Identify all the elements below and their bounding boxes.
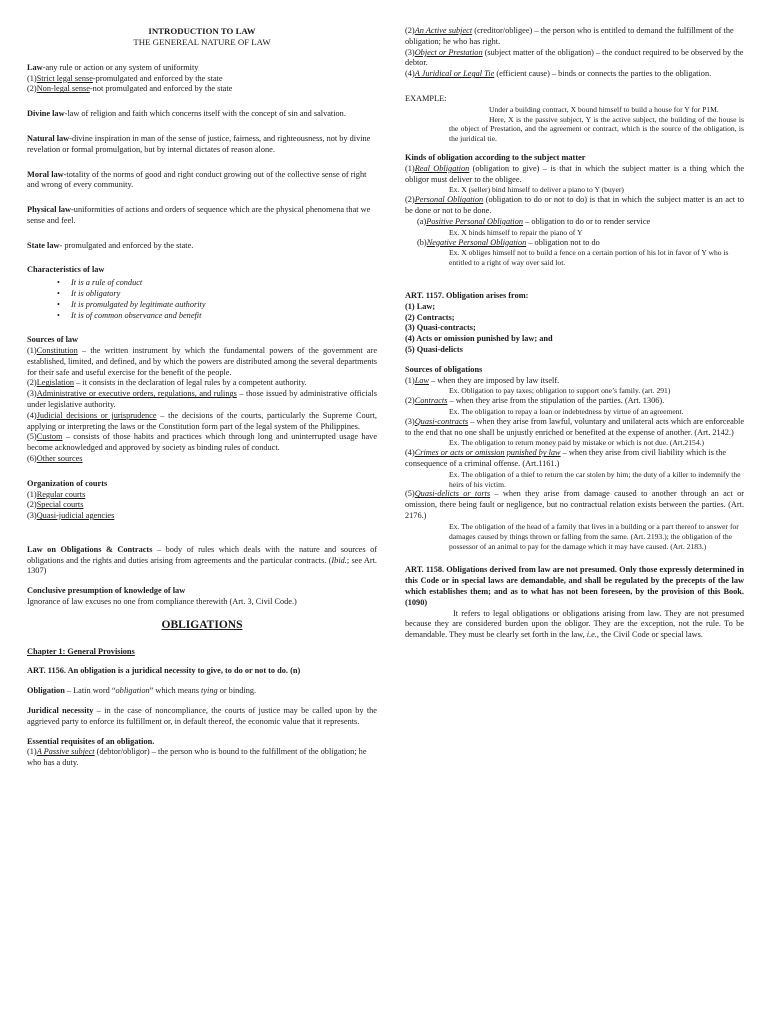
list-item — [405, 376, 744, 387]
law-non-legal-sense — [27, 84, 377, 95]
definition: -promulgated and enforced by the state — [92, 73, 223, 83]
definition: -any rule or action or any system of uniformity — [42, 62, 199, 72]
list-item — [405, 417, 744, 439]
term: Moral law — [27, 169, 64, 179]
text: the Civil Code or special laws. — [599, 630, 703, 640]
list-item: (1) Law; — [405, 301, 436, 311]
definition: – when they arise from damage caused to another through an act or omission, there being fault or negligence, but no contractual relation exists between the parties. (Art. 2176.) — [405, 489, 744, 521]
term: Special courts — [36, 500, 84, 510]
latin-word: obligation — [115, 686, 150, 696]
definition: (subject matter of the obligation) – the conduct required to be observed by the debtor. — [405, 47, 744, 68]
definition: -law of religion and faith which concerns itself with the concept of sin and salvation. — [64, 109, 346, 119]
natural-law — [27, 134, 377, 156]
list-item — [405, 396, 744, 407]
definition: – consists of those habits and practices which through long and uninterrupted usage have become acknowledged and approved by society as binding rules of conduct. — [27, 432, 377, 453]
article-1158-explanation — [405, 609, 744, 641]
obligation-definition — [27, 686, 377, 697]
number: (2) — [27, 378, 37, 388]
requisite-object — [405, 48, 744, 70]
article-1157-title: ART. 1157. Obligation arises from: — [405, 291, 529, 301]
citation: Ibid. — [331, 555, 347, 565]
number: (1) — [27, 489, 37, 499]
list-item: (2) Contracts; — [405, 312, 455, 322]
term: Quasi-contracts — [414, 416, 469, 426]
number: (4) — [27, 410, 37, 420]
term: Other sources — [36, 453, 83, 463]
definition: – it consists in the declaration of legal rules by a competent authority. — [74, 378, 307, 388]
text: ” which means — [149, 686, 202, 696]
number: (1) — [27, 73, 37, 83]
term: Judicial decisions or jurisprudence — [36, 410, 157, 420]
text: or binding. — [217, 686, 257, 696]
term: Strict legal sense — [36, 73, 93, 83]
number: (4) — [405, 448, 415, 458]
definition: (efficient cause) – binds or connects the parties to the obligation. — [494, 69, 712, 79]
obligations-heading: OBLIGATIONS — [161, 618, 243, 631]
term: Obligation — [27, 686, 65, 696]
list-item — [27, 389, 377, 411]
list-item: (4) Acts or omission punished by law; and — [405, 334, 553, 344]
juridical-necessity — [27, 706, 377, 728]
number: (2) — [405, 26, 415, 35]
article-1158: ART. 1158. Obligations derived from law are not presumed. Only those expressly determined in this Code or in special laws are demandable, and shall be regulated by the precepts of the law which establishes them; and as to what has not been foreseen, by the provision of this Book. (1090) — [405, 565, 744, 607]
term: Natural law — [27, 133, 70, 143]
term: Quasi-judicial agencies — [36, 511, 115, 521]
example-text: Ex. The obligation to return money paid by mistake or which is not due. (Art.2154.) — [449, 438, 705, 448]
abbreviation: i.e., — [586, 630, 600, 640]
example-text: Ex. Obligation to pay taxes; obligation to support one’s family. (art. 291) — [449, 386, 671, 396]
definition: – the decisions of the courts, particularly the Supreme Court, applying or interpreting the laws or the Constitution form part of the legal system of the Philippines. — [27, 410, 377, 431]
number: (2) — [27, 500, 37, 510]
divine-law — [27, 109, 377, 120]
number: (a) — [417, 216, 427, 226]
list-item — [27, 346, 377, 378]
definition: – body of rules which deals with the nature and sources of obligations and the rights and duties arising from agreements and the particular contracts. ( — [27, 544, 378, 565]
example-text: Under a building contract, X bound himself to build a house for Y for P1M. — [489, 104, 719, 114]
definition: (debtor/obligor) – the person who is bound to the fulfillment of the obligation; he who has a duty. — [27, 747, 367, 768]
list-item — [27, 490, 377, 501]
real-obligation — [405, 164, 744, 186]
presumption-heading: Conclusive presumption of knowledge of law — [27, 586, 186, 596]
term: Law on Obligations & Contracts — [27, 544, 153, 554]
definition: – those issued by administrative officials under legislative authority. — [27, 389, 377, 410]
number: (1) — [405, 375, 415, 385]
personal-obligation — [405, 195, 744, 217]
law-strict-sense — [27, 74, 377, 85]
negative-personal-obligation — [405, 238, 744, 249]
number: (4) — [405, 69, 415, 79]
number: (b) — [417, 237, 427, 247]
definition: -divine inspiration in man of the sense of justice, fairness, and righteousness, not by divine revelation or formal promulgation, but by internal dictates of reason alone. — [27, 133, 371, 154]
chapter-heading: Chapter 1: General Provisions — [27, 646, 135, 656]
kinds-heading: Kinds of obligation according to the subject matter — [405, 153, 586, 163]
meaning: tying — [201, 686, 218, 696]
list-item: (5) Quasi-delicts — [405, 344, 463, 354]
definition: – when they arise from civil liability which is the consequence of a criminal offense. (Art.1161.) — [405, 448, 727, 468]
list-item: • It is a rule of conduct — [57, 278, 377, 289]
characteristics-heading: Characteristics of law — [27, 265, 105, 275]
term: Personal Obligation — [414, 195, 484, 205]
term: A Juridical or Legal Tie — [414, 69, 495, 79]
number: (3) — [405, 47, 415, 57]
term: Juridical necessity — [27, 706, 94, 716]
courts-heading: Organization of courts — [27, 478, 108, 488]
term: Crimes or acts or omission punished by law — [414, 448, 561, 458]
list-item — [405, 448, 744, 470]
list-item — [27, 378, 377, 389]
presumption-text: Ignorance of law excuses no one from compliance therewith (Art. 3, Civil Code.) — [27, 596, 297, 606]
term: Real Obligation — [414, 163, 470, 173]
term: Non-legal sense — [36, 84, 90, 94]
term: An Active subject — [414, 26, 473, 35]
list-item — [27, 511, 377, 522]
number: (1) — [27, 346, 37, 356]
sources-of-obligations-heading: Sources of obligations — [405, 364, 483, 374]
definition: – when they arise from the stipulation of the parties. (Art. 1306). — [447, 396, 665, 406]
term: Custom — [36, 432, 63, 442]
example-text: Ex. The obligation of the head of a family that lives in a building or a part thereof to answer for damages caused by things thrown or falling from the same. (Art. 2193.); the obligation of the possessor of an animal to pay for the damage which it may have caused. (Art. 2183.) — [449, 521, 739, 551]
list-item: • It is of common observance and benefit — [57, 311, 377, 322]
term: Object or Prestation — [414, 47, 483, 57]
number: (5) — [405, 489, 415, 499]
list-item — [27, 500, 377, 511]
definition: -totality of the norms of good and right conduct growing out of the collective sense of right and wrong of every community. — [27, 169, 367, 190]
law-definition — [27, 63, 377, 74]
term: Regular courts — [36, 489, 86, 499]
physical-law — [27, 205, 377, 227]
number: (3) — [27, 389, 37, 399]
term: Divine law — [27, 109, 65, 119]
list-item — [27, 411, 377, 433]
requisite-active-subject — [405, 26, 744, 48]
term: Law — [414, 375, 429, 385]
definition: – the written instrument by which the fundamental powers of the government are established, limited, and defined, and by which the powers are distributed among the several departments for their safe and useful exercise for the benefit of the people. — [27, 346, 377, 377]
list-item: • It is obligatory — [57, 289, 377, 300]
example-text: Ex. X binds himself to repair the piano of Y — [449, 227, 583, 237]
number: (1) — [27, 747, 37, 757]
term: Contracts — [414, 396, 448, 406]
term: Constitution — [36, 346, 78, 356]
requisite-passive-subject — [27, 747, 377, 769]
list-item — [27, 432, 377, 454]
list-item: (3) Quasi-contracts; — [405, 323, 476, 333]
term: State law — [27, 240, 60, 250]
text: – Latin word “ — [64, 686, 116, 696]
example-text: Ex. The obligation of a thief to return the car stolen by him; the duty of a killer to indemnify the heirs of his victim. — [449, 469, 741, 489]
example-text: Ex. X obliges himself not to build a fence on a certain portion of his lot in favor of Y who is entitled to a right of way over said lot. — [449, 248, 729, 268]
term: Negative Personal Obligation — [426, 237, 527, 247]
oblicon-definition — [27, 545, 377, 577]
right-column — [391, 26, 744, 1024]
number: (2) — [405, 396, 415, 406]
requisites-heading: Essential requisites of an obligation. — [27, 736, 155, 746]
definition: – obligation not to do — [526, 237, 600, 247]
left-column — [27, 26, 391, 1024]
definition: – in the case of noncompliance, the courts of justice may be called upon by the aggrieved party to enforce its fulfillment or, in default thereof, the economic value that it represents. — [27, 706, 377, 726]
sources-of-law-heading: Sources of law — [27, 335, 79, 345]
definition: (obligation to give) – is that in which the subject matter is a thing which the obligor must deliver to the obligee. — [405, 163, 745, 184]
term: Administrative or executive orders, regulations, and rulings — [36, 389, 237, 399]
term: Physical law — [27, 205, 72, 215]
definition: -not promulgated and enforced by the state — [89, 84, 233, 94]
citation-tail: ; see Art. 1307) — [27, 555, 377, 576]
requisite-juridical-tie — [405, 69, 744, 80]
definition: (obligation to do or not to do) is that in which the subject matter is an act to be done or not to be done. — [405, 195, 744, 216]
example-text: Ex. X (seller) bind himself to deliver a piano to Y (buyer) — [449, 185, 624, 195]
example-label: EXAMPLE: — [405, 93, 447, 103]
definition: – obligation to do or to render service — [523, 216, 651, 226]
number: (6) — [27, 453, 37, 463]
state-law — [27, 241, 377, 252]
term: A Passive subject — [36, 747, 95, 757]
definition: – when they arise from lawful, voluntary and unilateral acts which are enforceable to the end that no one shall be unjustly enriched or benefited at the expense of another. (Art. 2142.) — [405, 416, 744, 437]
definition: – when they are imposed by law itself. — [428, 375, 560, 385]
document-subtitle: THE GENEREAL NATURE OF LAW — [133, 37, 271, 48]
list-item — [27, 454, 377, 465]
term: Law — [27, 62, 43, 72]
example-text: Here, X is the passive subject, Y is the active subject, the building of the house is the object of Prestation, and the agreement or contract, which is the source of the obligation, is the juridical tie. — [449, 114, 744, 144]
term: Legislation — [36, 378, 75, 388]
term: Quasi-delicts or torts — [414, 489, 491, 499]
number: (3) — [405, 416, 415, 426]
definition: (creditor/obligee) – the person who is entitled to demand the fulfillment of the obligation; he who has right. — [405, 26, 734, 46]
article-1156: ART. 1156. An obligation is a juridical necessity to give, to do or not to do. (n) — [27, 666, 301, 676]
number: (5) — [27, 432, 37, 442]
document-title: INTRODUCTION TO LAW — [148, 26, 256, 36]
text: It refers to legal obligations or obligations arising from law. They are not presumed because they are considered burden upon the obligor. They are the exception, not the rule. To be demandable. They must be clearly set forth in the law, — [405, 608, 744, 640]
number: (2) — [27, 84, 37, 94]
number: (2) — [405, 195, 415, 205]
term: Positive Personal Obligation — [426, 216, 524, 226]
example-text: Ex. The obligation to repay a loan or indebtedness by virtue of an agreement. — [449, 406, 684, 416]
moral-law — [27, 170, 377, 192]
positive-personal-obligation — [405, 217, 744, 228]
number: (3) — [27, 511, 37, 521]
list-item — [405, 489, 744, 521]
number: (1) — [405, 163, 415, 173]
list-item: • It is promulgated by legitimate authority — [57, 300, 377, 311]
definition: -uniformities of actions and orders of sequence which are the physical phenomena that we sense and feel. — [27, 205, 371, 225]
characteristics-list — [27, 278, 377, 321]
definition: - promulgated and enforced by the state. — [59, 240, 194, 250]
